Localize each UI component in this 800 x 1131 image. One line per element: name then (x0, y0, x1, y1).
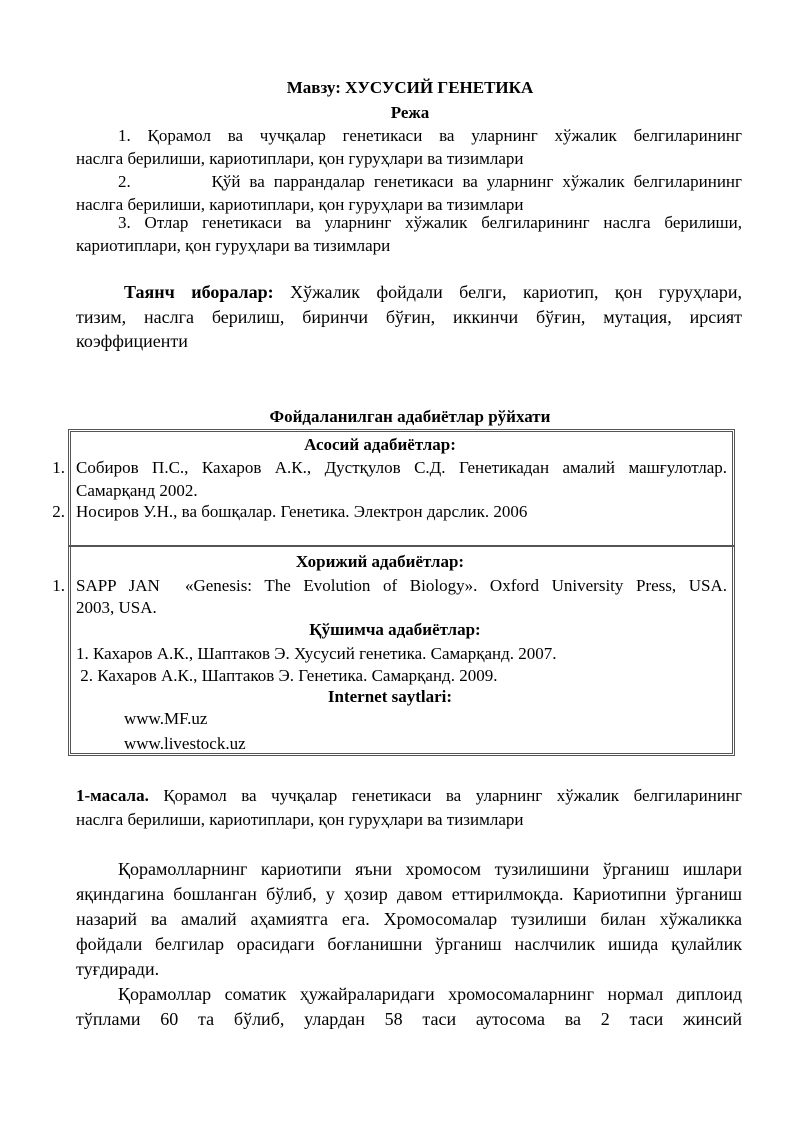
keywords-line-2: тизим, наслга берилиш, биринчи бўғин, иккинчи бўғин, мутация, ирсият (76, 307, 742, 327)
main-references-heading: Асосий адабиётлар: (304, 435, 456, 454)
references-divider (68, 545, 735, 547)
plan-heading: Режа (390, 103, 430, 122)
extra-ref-1: 1. Кахаров А.К., Шаптаков Э. Хусусий генетика. Самарқанд. 2007. (76, 644, 557, 663)
foreign-ref-1: SAPP JAN «Genesis: The Evolution of Biology». Oxford University Press, USA. (76, 576, 727, 595)
problem-title-line-2: наслга берилиши, кариотиплари, қон гуруҳлари ва тизимлари (76, 810, 524, 829)
problem-text: Қорамол ва чучқалар генетикаси ва уларнинг хўжалик белгиларининг (148, 786, 742, 805)
body-line: туғдиради. (76, 959, 160, 979)
plan-item-2: 2. Қўй ва паррандалар генетикаси ва уларнинг хўжалик белгиларининг (118, 172, 742, 191)
main-ref-1-cont: Самарқанд 2002. (76, 481, 198, 500)
plan-item-3: 3. Отлар генетикаси ва уларнинг хўжалик белгиларининг наслга берилиши, (118, 213, 742, 232)
main-ref-2: Носиров У.Н., ва бошқалар. Генетика. Электрон дарслик. 2006 (76, 502, 528, 521)
main-ref-2-number: 2. (52, 502, 65, 521)
plan-item-1: 1. Қорамол ва чучқалар генетикаси ва уларнинг хўжалик белгиларининг (118, 126, 742, 145)
plan-item-1-cont: наслга берилиши, кариотиплари, қон гуруҳлари ва тизимлари (76, 149, 524, 168)
body-line: фойдали белгилар орасидаги боғланишни ўрганиш наслчилик ишида қулайлик (76, 934, 742, 954)
problem-label: 1-масала. (76, 786, 149, 805)
plan-item-3-cont: кариотиплари, қон гуруҳлари ва тизимлари (76, 236, 391, 255)
foreign-ref-1-cont: 2003, USA. (76, 598, 157, 617)
main-ref-1-number: 1. (52, 458, 65, 477)
problem-title-line-1 (76, 786, 742, 806)
extra-ref-2: 2. Кахаров А.К., Шаптаков Э. Генетика. Самарқанд. 2009. (76, 666, 498, 685)
foreign-references-heading: Хорижий адабиётлар: (295, 552, 465, 571)
plan-item-2-cont: наслга берилиши, кариотиплари, қон гуруҳлари ва тизимлари (76, 195, 524, 214)
keywords-line-3: коэффициенти (76, 331, 188, 351)
body-line: тўплами 60 та бўлиб, улардан 58 таси аутосома ва 2 таси жинсий (76, 1009, 742, 1029)
site-link-mf[interactable]: www.MF.uz (124, 709, 208, 728)
internet-sites-heading: Internet saytlari: (327, 687, 453, 706)
body-line: яқиндагина бошланган бўлиб, у ҳозир давом еттирилмоқда. Кариотипни ўрганиш (76, 884, 742, 904)
page-title: Мавзу: ХУСУСИЙ ГЕНЕТИКА (286, 78, 534, 97)
references-heading: Фойдаланилган адабиётлар рўйхати (269, 407, 551, 426)
body-line: назарий ва амалий аҳамиятга ега. Хромосомалар тузилиши билан хўжаликка (76, 909, 742, 929)
main-ref-1: Собиров П.С., Кахаров А.К., Дустқулов С.Д. Генетикадан амалий машғулотлар. (76, 458, 727, 477)
extra-references-heading: Қўшимча адабиётлар: (309, 620, 481, 639)
keywords-text: Хўжалик фойдали белги, кариотип, қон гуруҳлари, (273, 282, 742, 302)
site-link-livestock[interactable]: www.livestock.uz (124, 734, 246, 753)
keywords-label: Таянч иборалар: (124, 282, 274, 302)
body-line: Қорамоллар соматик ҳужайраларидаги хромосомаларнинг нормал диплоид (118, 984, 742, 1004)
body-line: Қорамолларнинг кариотипи яъни хромосом тузилишини ўрганиш ишлари (118, 859, 742, 879)
foreign-ref-1-number: 1. (52, 576, 65, 595)
keywords-line-1 (124, 282, 742, 303)
